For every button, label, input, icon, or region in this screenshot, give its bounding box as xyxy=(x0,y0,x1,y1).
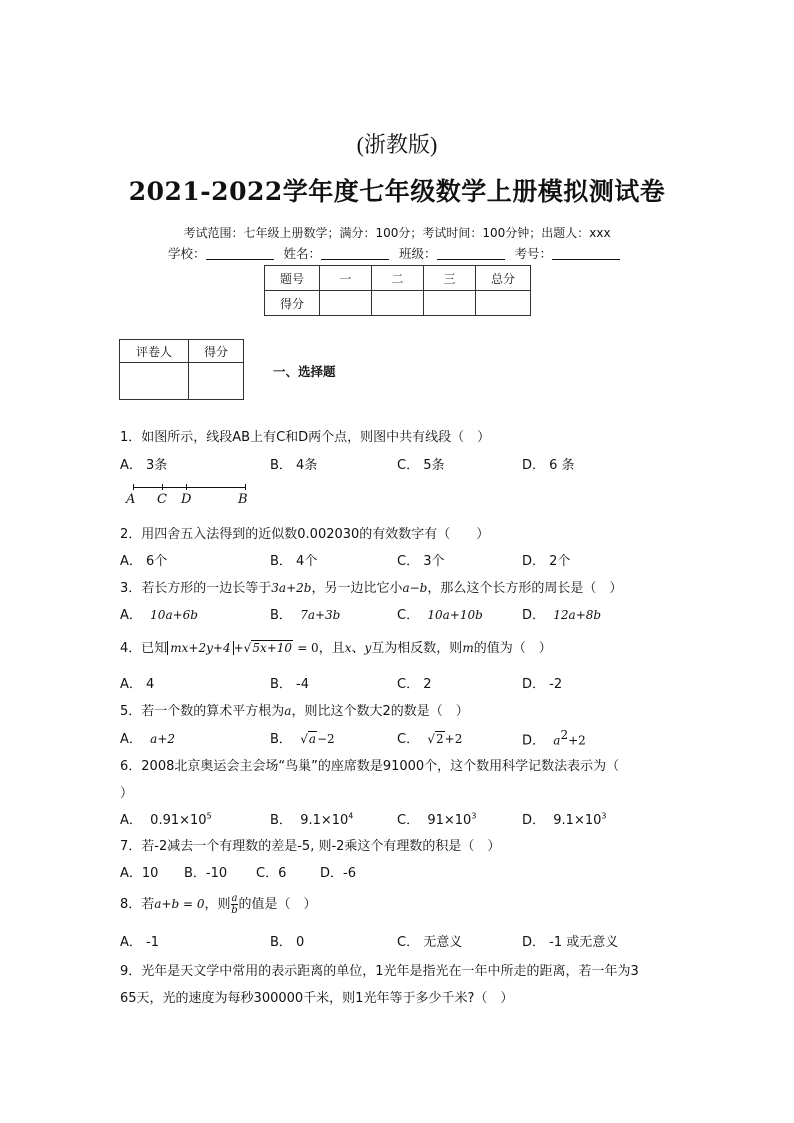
option-label: D． xyxy=(522,608,546,623)
q3-expr-2: a−b xyxy=(402,581,428,595)
q4-sep: 、 xyxy=(351,641,365,656)
grader-header-cell: 评卷人 xyxy=(120,340,189,363)
section-heading: 一、选择题 xyxy=(273,364,336,379)
option-value: 91×10 xyxy=(427,813,472,828)
point-label: A xyxy=(126,492,136,507)
exam-meta: 考试范围：七年级上册数学；满分：100分；考试时间：100分钟；出题人：xxx xyxy=(183,226,611,240)
name-label: 姓名： xyxy=(283,246,321,261)
option-value: a xyxy=(553,733,561,748)
point-label: C xyxy=(157,492,167,507)
score-cell xyxy=(476,291,531,316)
question-2: 2．用四舍五入法得到的近似数0.002030的有效数字有（ ） xyxy=(120,527,490,542)
option-label: D． xyxy=(522,733,546,749)
option-value: a xyxy=(308,732,316,746)
grader-cell xyxy=(120,363,189,400)
q3-text-mid: ，另一边比它小 xyxy=(311,581,403,596)
q5-option-a[interactable] xyxy=(120,728,175,747)
option-value: 10a+6b xyxy=(150,608,198,622)
option-exponent: 5 xyxy=(206,811,212,821)
question-3 xyxy=(120,577,622,596)
table-row xyxy=(265,291,531,316)
table-row xyxy=(120,363,244,400)
class-label: 班级： xyxy=(398,246,437,261)
q3-text-post: ，那么这个长方形的周长是（ ） xyxy=(427,581,623,596)
score-header-cell: 一 xyxy=(320,266,372,291)
q6-option-b[interactable] xyxy=(270,809,353,828)
question-6-line-2: ） xyxy=(120,786,134,801)
table-row xyxy=(120,340,244,363)
q4-option-a[interactable]: A． 4 xyxy=(120,677,155,692)
q5-option-b[interactable]: B． √a−2 xyxy=(270,732,335,747)
option-label: A． xyxy=(120,732,142,747)
q5-text-post: ，则比这个数大2的数是（ ） xyxy=(291,704,469,719)
option-exponent: 3 xyxy=(601,811,607,821)
q2-option-b[interactable]: B． 4个 xyxy=(270,554,318,569)
q1-option-a[interactable]: A． 3条 xyxy=(120,458,168,473)
question-5 xyxy=(120,700,469,719)
option-value: 12a+8b xyxy=(553,608,602,622)
q3-option-d[interactable] xyxy=(522,604,601,623)
q4-var-y: y xyxy=(364,641,372,655)
option-label: A． xyxy=(120,608,142,623)
q4-text-post: 的值为（ ） xyxy=(473,641,552,656)
student-info-row xyxy=(0,244,794,262)
q3-option-c[interactable] xyxy=(397,604,483,623)
q8-option-b[interactable]: B． 0 xyxy=(270,935,305,950)
school-blank[interactable] xyxy=(206,247,274,260)
point-label: D xyxy=(181,492,192,507)
option-exponent: 2 xyxy=(560,728,569,742)
q8-text-post: 的值是（ ） xyxy=(238,897,317,912)
q4-sqrt: 5x+10 xyxy=(252,641,293,655)
exam-edition: (浙教版) xyxy=(356,132,438,157)
score-row-label: 得分 xyxy=(265,291,320,316)
q6-option-d[interactable] xyxy=(522,809,606,828)
option-label: C． xyxy=(397,608,420,623)
score-header-cell: 题号 xyxy=(265,266,320,291)
option-value: 9.1×10 xyxy=(553,813,602,828)
table-row xyxy=(265,266,531,291)
q4-var-m: m xyxy=(462,641,474,655)
q5-var-a: a xyxy=(284,704,292,718)
q7-option-a[interactable]: A．10 xyxy=(120,866,159,881)
option-value: a+2 xyxy=(150,732,176,746)
question-1: 1．如图所示，线段AB上有C和D两个点，则图中共有线段（ ） xyxy=(120,430,491,445)
q8-option-a[interactable]: A． -1 xyxy=(120,935,159,950)
q8-numerator: a xyxy=(231,893,238,904)
score-cell xyxy=(320,291,372,316)
grader-cell xyxy=(189,363,244,400)
q3-expr-1: 3a+2b xyxy=(271,581,312,595)
option-value: 7a+3b xyxy=(300,608,341,622)
q4-option-c[interactable]: C． 2 xyxy=(397,677,432,692)
class-blank[interactable] xyxy=(437,247,505,260)
option-label: A． xyxy=(120,813,142,828)
question-4: 4．已知 mx+2y+4 +√5x+10 = 0，且x、y互为相反数，则m的值为（ ） xyxy=(120,641,552,656)
q2-option-d[interactable]: D． 2个 xyxy=(522,554,571,569)
q7-option-c[interactable]: C．6 xyxy=(256,866,287,881)
option-label: C． xyxy=(397,813,420,828)
q3-option-a[interactable] xyxy=(120,604,198,623)
q5-text-pre: 5．若一个数的算术平方根为 xyxy=(120,704,285,719)
q6-option-c[interactable] xyxy=(397,809,476,828)
q4-absolute-value: mx+2y+4 xyxy=(167,641,233,655)
q4-plus: + xyxy=(233,641,244,655)
q2-option-a[interactable]: A． 6个 xyxy=(120,554,168,569)
exam-number-label: 考号： xyxy=(514,246,552,261)
question-8 xyxy=(120,893,317,916)
option-value-tail: +2 xyxy=(568,733,586,748)
q8-text-pre: 8．若 xyxy=(120,897,155,912)
name-blank[interactable] xyxy=(321,247,389,260)
option-label: D． xyxy=(522,813,546,828)
q3-text-pre: 3．若长方形的一边长等于 xyxy=(120,581,272,596)
segment-diagram xyxy=(126,478,256,512)
q3-option-b[interactable] xyxy=(270,604,340,623)
q5-option-c[interactable]: C． √2+2 xyxy=(397,732,463,747)
q8-option-d[interactable]: D． -1 或无意义 xyxy=(522,935,619,950)
q4-option-d[interactable]: D． -2 xyxy=(522,677,563,692)
q1-option-b[interactable]: B． 4条 xyxy=(270,458,318,473)
question-9-line-1: 9．光年是天文学中常用的表示距离的单位，1光年是指光在一年中所走的距离，若一年为3 xyxy=(120,964,639,979)
q1-option-c[interactable]: C． 5条 xyxy=(397,458,445,473)
q6-option-a[interactable] xyxy=(120,809,212,828)
score-header-cell: 三 xyxy=(424,266,476,291)
q4-var-x: x xyxy=(344,641,352,655)
score-header-cell: 二 xyxy=(372,266,424,291)
score-header-cell: 总分 xyxy=(476,266,531,291)
q7-option-d[interactable]: D．-6 xyxy=(320,866,356,881)
q4-text-mid1: ，且 xyxy=(318,641,345,656)
q4-text-pre: 4．已知 xyxy=(120,641,168,656)
q1-option-d[interactable]: D． 6 条 xyxy=(522,458,575,473)
exam-number-blank[interactable] xyxy=(552,247,620,260)
question-6-line-1: 6．2008北京奥运会主会场“鸟巢”的座席数是91000个，这个数用科学记数法表示为（ xyxy=(120,759,620,774)
grader-table xyxy=(119,339,244,400)
option-value: 9.1×10 xyxy=(300,813,349,828)
question-7: 7．若-2减去一个有理数的差是-5, 则-2乘这个有理数的积是（ ） xyxy=(120,839,501,854)
option-label: C． xyxy=(397,732,420,747)
option-value: 10a+10b xyxy=(427,608,483,622)
score-cell xyxy=(424,291,476,316)
option-label: B． xyxy=(270,813,292,828)
option-label: B． xyxy=(270,608,292,623)
option-value: 2 xyxy=(436,732,444,746)
q8-condition: a+b = 0 xyxy=(154,897,205,911)
option-value-tail: +2 xyxy=(444,732,463,746)
q4-equals: = 0 xyxy=(297,641,319,655)
q7-option-b[interactable]: B．-10 xyxy=(184,866,228,881)
option-value-tail: −2 xyxy=(317,732,335,746)
exam-title: 2021-2022学年度七年级数学上册模拟测试卷 xyxy=(128,177,666,206)
q8-text-mid: ，则 xyxy=(204,897,231,912)
q4-option-b[interactable]: B． -4 xyxy=(270,677,310,692)
score-table xyxy=(264,265,531,316)
score-cell xyxy=(372,291,424,316)
question-9-line-2: 65天，光的速度为每秒300000千米，则1光年等于多少千米?（ ） xyxy=(120,991,514,1006)
grader-header-cell: 得分 xyxy=(189,340,244,363)
q5-option-d[interactable] xyxy=(522,728,586,748)
q8-denominator: b xyxy=(231,905,238,916)
option-value: 0.91×10 xyxy=(150,813,207,828)
school-label: 学校： xyxy=(167,246,206,261)
option-label: B． xyxy=(270,732,292,747)
option-exponent: 4 xyxy=(348,811,354,821)
point-label: B xyxy=(238,492,248,507)
q2-option-c[interactable]: C． 3个 xyxy=(397,554,445,569)
option-exponent: 3 xyxy=(471,811,477,821)
q4-text-mid2: 互为相反数，则 xyxy=(371,641,463,656)
q8-option-c[interactable]: C． 无意义 xyxy=(397,935,463,950)
